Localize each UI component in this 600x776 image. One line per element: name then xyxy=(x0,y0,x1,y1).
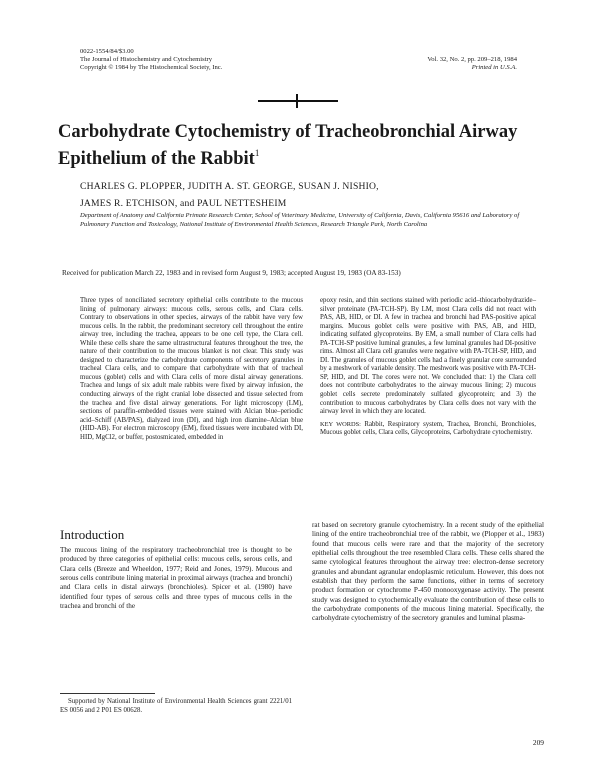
author-line-1: CHARLES G. PLOPPER, JUDITH A. ST. GEORGE, SUSAN J. NISHIO, xyxy=(80,181,379,192)
intro-paragraph-right: rat based on secretory granule cytochemistry. In a recent study of the epithelial lining of the entire tracheobronchial tree of the rabbit, we (Plopper et al., 1983) found that mucous cells were rare and that the majority of the secretory epithelial cells throughout the tree resembled Clara cells. These cells shared the same cytological features throughout the airway tree: electron-dense secretory granules and abundant agranular endoplasmic reticulum. However, this does not establish that they perform the same functions, either in terms of secretory product formation or cytochrome P-450 monooxygenase activity. The present study was designed to cytochemically evaluate the contribution of these cells to the carbohydrate components of the mucous lining material. Specifically, the carbohydrate cytochemistry of the secretory granules and luminal plasma- xyxy=(312,521,544,623)
keywords-label: KEY WORDS: xyxy=(320,420,361,428)
footnote-rule xyxy=(60,693,155,694)
intro-heading: Introduction xyxy=(60,527,125,542)
affiliation: Department of Anatomy and California Primate Research Center, School of Veterinary Medicine, University of California, Davis, California 95616 and Laboratory of Pulmonary Function and Toxicology, National Institute of Environmental Health Sciences, Research Triangle Park, North Carolina xyxy=(80,212,520,228)
copyright-line: Copyright © 1984 by The Histochemical Society, Inc. xyxy=(80,63,223,71)
abstract-paragraph-left: Three types of nonciliated secretory epithelial cells contribute to the mucous lining of pulmonary airways: mucous cells, serous cells, and Clara cells. Contrary to observations in other species, airways of the rabbit have very few mucous cells. In the rabbit, the predominant secretory cell throughout the entire airway tree, including the trachea, appears to be one cell type, the Clara cell. While these cells share the same ultrastructural features throughout the tree, the nature of their contribution to the mucous blanket is not clear. This study was designed to characterize the carbohydrate components of secretory granules in tracheal Clara cells, and to compare that carbohydrate with that of tracheal mucous (goblet) cells and with Clara cells of more distal airway generations. Trachea and lungs of six adult male rabbits were fixed by airway infusion, the conducting airways of the right cranial lobe dissected and tissue selected from the trachea and five distal airway generations. For light microscopy (LM), sections of paraffin-embedded tissues were stained with Alcian blue–periodic acid–Schiff (AB/PAS), dialyzed iron (DI), and high iron diamine–Alcian blue (HID-AB). For electron microscopy (EM), fixed tissues were incubated with DI, HID, MgCl2, or buffer, postosmicated, embedded in xyxy=(80,297,303,441)
issn-line: 0022-1554/84/$3.00 xyxy=(80,48,134,55)
title-text: Carbohydrate Cytochemistry of Tracheobronchial Airway Epithelium of the Rabbit xyxy=(58,122,518,169)
title-footnote-mark: 1 xyxy=(254,148,260,158)
author-line-2: JAMES R. ETCHISON, and PAUL NETTESHEIM xyxy=(80,198,287,209)
volume-header xyxy=(357,56,517,72)
volume-line: Vol. 32, No. 2, pp. 209–218, 1984 xyxy=(427,56,517,63)
abstract-left-column xyxy=(80,297,303,442)
intro-left-column xyxy=(60,546,292,611)
journal-name: The Journal of Histochemistry and Cytochemistry xyxy=(80,55,213,63)
journal-header xyxy=(80,48,340,71)
received-date: Received for publication March 22, 1983 and in revised form August 9, 1983; accepted August 19, 1983 (OA 83-153) xyxy=(62,269,401,277)
crosshair-ornament xyxy=(258,94,338,108)
page-number: 209 xyxy=(532,738,544,747)
intro-right-column xyxy=(312,521,544,624)
ornament-vertical xyxy=(296,94,298,108)
printed-line: Printed in U.S.A. xyxy=(471,63,517,71)
abstract-right-column xyxy=(320,297,536,438)
intro-paragraph-left: The mucous lining of the respiratory tracheobronchial tree is thought to be produced by three categories of epithelial cells: mucous cells, serous cells, and Clara cells (Breeze and Wheeldon, 1977; Reid and Jones, 1979). Mucous and serous cells contribute lining material in proximal airways (trachea and bronchi) and Clara cells in distal airways (bronchioles). Spicer et al. (1980) have identified four types of serous cells and three types of mucous cells in the trachea and bronchi of the xyxy=(60,546,292,611)
abstract-paragraph-right: epoxy resin, and thin sections stained with periodic acid–thiocarbohydrazide–silver proteinate (PA-TCH-SP). By LM, most Clara cells did not react with PAS, AB, HID, or DI. A few in trachea and bronchi had PAS-positive apical margins. Mucous goblet cells were positive with PAS, AB, and HID, indicating sulfated glycoproteins. By EM, a small number of Clara cells had PA-TCH-SP positive luminal granules, a few luminal granules had DI-positive rims. Almost all Clara cell granules were negative with PA-TCH-SP, HID, and DI. The granules of mucous goblet cells had a finely granular core surrounded by a meshwork of variable density. The meshwork was positive with PA-TCH-SP, HID, and DI. The cores were not. We concluded that: 1) the Clara cell does not contribute carbohydrates to the airway mucous lining; 2) mucous goblet cells secrete predominately sulfated glycoprotein; and 3) the contribution to mucous carbohydrates by Clara cells does not vary with the airway level in which they are located. xyxy=(320,297,536,416)
keywords-text: Rabbit, Respiratory system, Trachea, Bronchi, Bronchioles, Mucous goblet cells, Clara cells, Glycoproteins, Carbohydrate cytochemistry. xyxy=(320,420,536,437)
author-list xyxy=(80,178,540,212)
article-title xyxy=(58,122,538,170)
funding-footnote: Supported by National Institute of Environmental Health Sciences grant 2221/01 ES 0056 and 2 P01 ES 00628. xyxy=(60,698,292,714)
keywords xyxy=(320,421,536,438)
